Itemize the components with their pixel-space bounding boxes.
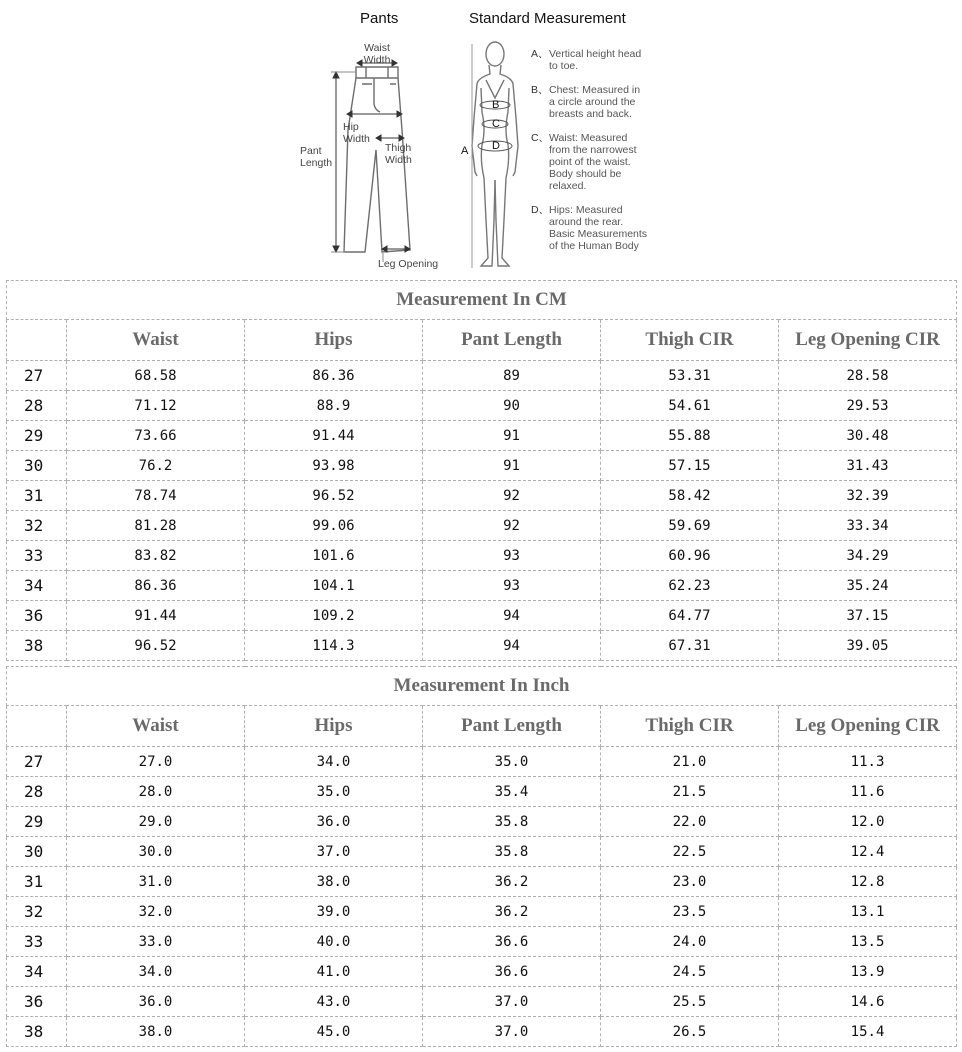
size-label: 38 <box>7 1017 67 1047</box>
table-cell: 41.0 <box>245 957 423 987</box>
note-b: B、 Chest: Measured in a circle around the breasts and back. <box>531 84 641 120</box>
table-cell: 26.5 <box>601 1017 779 1047</box>
table-cell: 38.0 <box>67 1017 245 1047</box>
table-cell: 60.96 <box>601 541 779 571</box>
table-cell: 13.9 <box>779 957 957 987</box>
size-label: 36 <box>7 601 67 631</box>
body-letter-d: D <box>492 140 500 152</box>
table-row <box>7 541 957 571</box>
table-cell: 93 <box>423 571 601 601</box>
table-cell: 24.0 <box>601 927 779 957</box>
table-cell: 89 <box>423 361 601 391</box>
size-label: 27 <box>7 361 67 391</box>
table-cell: 25.5 <box>601 987 779 1017</box>
table-title: Measurement In CM <box>7 281 957 320</box>
table-cell: 32.39 <box>779 481 957 511</box>
table-cell: 22.0 <box>601 807 779 837</box>
table-cell: 55.88 <box>601 421 779 451</box>
table-cell: 33.0 <box>67 927 245 957</box>
table-cell: 57.15 <box>601 451 779 481</box>
table-cell: 91.44 <box>67 601 245 631</box>
column-header: Thigh CIR <box>601 706 779 747</box>
table-cell: 92 <box>423 511 601 541</box>
table-row <box>7 1017 957 1047</box>
size-label: 33 <box>7 541 67 571</box>
table-row <box>7 421 957 451</box>
size-label: 38 <box>7 631 67 661</box>
size-label: 34 <box>7 571 67 601</box>
size-label: 30 <box>7 451 67 481</box>
table-cell: 21.0 <box>601 747 779 777</box>
table-cell: 33.34 <box>779 511 957 541</box>
column-header: Thigh CIR <box>601 320 779 361</box>
table-cell: 40.0 <box>245 927 423 957</box>
table-cell: 24.5 <box>601 957 779 987</box>
table-cell: 37.15 <box>779 601 957 631</box>
note-a: A、 Vertical height head to toe. <box>531 48 642 72</box>
table-cell: 54.61 <box>601 391 779 421</box>
table-cell: 91.44 <box>245 421 423 451</box>
column-header: Pant Length <box>423 706 601 747</box>
table-cell: 37.0 <box>245 837 423 867</box>
table-cell: 11.6 <box>779 777 957 807</box>
note-c: C、 Waist: Measured from the narrowest point of the waist. Body should be relaxed. <box>531 132 637 192</box>
table-row <box>7 747 957 777</box>
table-row <box>7 927 957 957</box>
size-table-cm <box>6 280 957 661</box>
table-header-row <box>7 320 957 361</box>
table-cell: 29.53 <box>779 391 957 421</box>
size-label: 31 <box>7 481 67 511</box>
table-cell: 35.8 <box>423 807 601 837</box>
table-row <box>7 571 957 601</box>
table-cell: 29.0 <box>67 807 245 837</box>
hip-width-label: Hip Width <box>343 121 370 145</box>
table-cell: 15.4 <box>779 1017 957 1047</box>
table-cell: 35.0 <box>245 777 423 807</box>
table-cell: 71.12 <box>67 391 245 421</box>
table-cell: 91 <box>423 451 601 481</box>
table-row <box>7 987 957 1017</box>
table-cell: 81.28 <box>67 511 245 541</box>
table-cell: 96.52 <box>245 481 423 511</box>
table-cell: 35.4 <box>423 777 601 807</box>
size-label: 33 <box>7 927 67 957</box>
size-label: 30 <box>7 837 67 867</box>
table-cell: 94 <box>423 631 601 661</box>
table-row <box>7 631 957 661</box>
table-cell: 59.69 <box>601 511 779 541</box>
size-label: 28 <box>7 777 67 807</box>
table-cell: 34.29 <box>779 541 957 571</box>
pants-heading: Pants <box>360 10 399 27</box>
table-cell: 114.3 <box>245 631 423 661</box>
table-cell: 35.24 <box>779 571 957 601</box>
waist-width-label: Waist Width <box>363 42 391 66</box>
table-cell: 90 <box>423 391 601 421</box>
table-cell: 22.5 <box>601 837 779 867</box>
column-header <box>7 320 67 361</box>
table-cell: 35.8 <box>423 837 601 867</box>
table-cell: 93 <box>423 541 601 571</box>
table-cell: 86.36 <box>67 571 245 601</box>
size-table-cm-body <box>7 281 957 661</box>
table-row <box>7 867 957 897</box>
table-cell: 36.0 <box>245 807 423 837</box>
table-cell: 34.0 <box>67 957 245 987</box>
table-cell: 37.0 <box>423 987 601 1017</box>
table-cell: 78.74 <box>67 481 245 511</box>
table-cell: 94 <box>423 601 601 631</box>
size-label: 29 <box>7 421 67 451</box>
column-header: Waist <box>67 320 245 361</box>
column-header: Pant Length <box>423 320 601 361</box>
table-cell: 13.1 <box>779 897 957 927</box>
table-cell: 76.2 <box>67 451 245 481</box>
table-cell: 38.0 <box>245 867 423 897</box>
size-label: 29 <box>7 807 67 837</box>
table-row <box>7 601 957 631</box>
table-cell: 36.6 <box>423 927 601 957</box>
measurement-diagram <box>0 0 962 278</box>
table-title-row <box>7 667 957 706</box>
table-cell: 45.0 <box>245 1017 423 1047</box>
leg-opening-label: Leg Opening <box>378 258 439 270</box>
table-row <box>7 957 957 987</box>
table-cell: 11.3 <box>779 747 957 777</box>
size-label: 36 <box>7 987 67 1017</box>
pants-illustration <box>0 0 962 278</box>
table-cell: 12.0 <box>779 807 957 837</box>
table-header-row <box>7 706 957 747</box>
table-cell: 53.31 <box>601 361 779 391</box>
table-cell: 68.58 <box>67 361 245 391</box>
table-row <box>7 391 957 421</box>
table-cell: 62.23 <box>601 571 779 601</box>
table-cell: 83.82 <box>67 541 245 571</box>
table-cell: 93.98 <box>245 451 423 481</box>
column-header: Hips <box>245 706 423 747</box>
table-cell: 12.4 <box>779 837 957 867</box>
table-cell: 39.0 <box>245 897 423 927</box>
table-cell: 27.0 <box>67 747 245 777</box>
table-row <box>7 361 957 391</box>
table-cell: 37.0 <box>423 1017 601 1047</box>
table-cell: 34.0 <box>245 747 423 777</box>
table-cell: 104.1 <box>245 571 423 601</box>
table-cell: 43.0 <box>245 987 423 1017</box>
table-title-row <box>7 281 957 320</box>
table-cell: 30.48 <box>779 421 957 451</box>
table-cell: 31.0 <box>67 867 245 897</box>
table-cell: 36.2 <box>423 897 601 927</box>
table-cell: 58.42 <box>601 481 779 511</box>
table-cell: 86.36 <box>245 361 423 391</box>
size-label: 34 <box>7 957 67 987</box>
table-cell: 13.5 <box>779 927 957 957</box>
column-header <box>7 706 67 747</box>
size-table-inch-body <box>7 667 957 1047</box>
table-cell: 67.31 <box>601 631 779 661</box>
table-row <box>7 511 957 541</box>
table-cell: 30.0 <box>67 837 245 867</box>
column-header: Hips <box>245 320 423 361</box>
table-row <box>7 837 957 867</box>
table-cell: 109.2 <box>245 601 423 631</box>
pant-length-label: Pant Length <box>300 145 333 169</box>
table-cell: 12.8 <box>779 867 957 897</box>
table-cell: 99.06 <box>245 511 423 541</box>
table-row <box>7 451 957 481</box>
size-label: 32 <box>7 897 67 927</box>
table-cell: 36.6 <box>423 957 601 987</box>
body-letter-c: C <box>492 118 500 130</box>
table-cell: 73.66 <box>67 421 245 451</box>
body-letter-b: B <box>492 99 500 111</box>
table-row <box>7 481 957 511</box>
size-label: 28 <box>7 391 67 421</box>
table-cell: 91 <box>423 421 601 451</box>
column-header: Leg Opening CIR <box>779 706 957 747</box>
standard-measurement-heading: Standard Measurement <box>469 10 626 27</box>
table-cell: 23.0 <box>601 867 779 897</box>
table-cell: 23.5 <box>601 897 779 927</box>
table-cell: 35.0 <box>423 747 601 777</box>
table-cell: 101.6 <box>245 541 423 571</box>
table-cell: 36.2 <box>423 867 601 897</box>
body-letter-a: A <box>461 145 469 157</box>
table-cell: 14.6 <box>779 987 957 1017</box>
table-cell: 28.58 <box>779 361 957 391</box>
size-label: 32 <box>7 511 67 541</box>
table-row <box>7 777 957 807</box>
size-table-inch <box>6 666 957 1047</box>
table-cell: 92 <box>423 481 601 511</box>
table-cell: 39.05 <box>779 631 957 661</box>
column-header: Leg Opening CIR <box>779 320 957 361</box>
table-cell: 64.77 <box>601 601 779 631</box>
table-cell: 28.0 <box>67 777 245 807</box>
table-cell: 32.0 <box>67 897 245 927</box>
table-row <box>7 897 957 927</box>
table-cell: 31.43 <box>779 451 957 481</box>
table-cell: 96.52 <box>67 631 245 661</box>
table-cell: 21.5 <box>601 777 779 807</box>
column-header: Waist <box>67 706 245 747</box>
table-cell: 36.0 <box>67 987 245 1017</box>
table-row <box>7 807 957 837</box>
table-cell: 88.9 <box>245 391 423 421</box>
thigh-width-label: Thigh Width <box>385 142 412 166</box>
note-d: D、 Hips: Measured around the rear. Basic Measurements of the Human Body <box>531 204 648 252</box>
size-label: 27 <box>7 747 67 777</box>
size-label: 31 <box>7 867 67 897</box>
table-title: Measurement In Inch <box>7 667 957 706</box>
